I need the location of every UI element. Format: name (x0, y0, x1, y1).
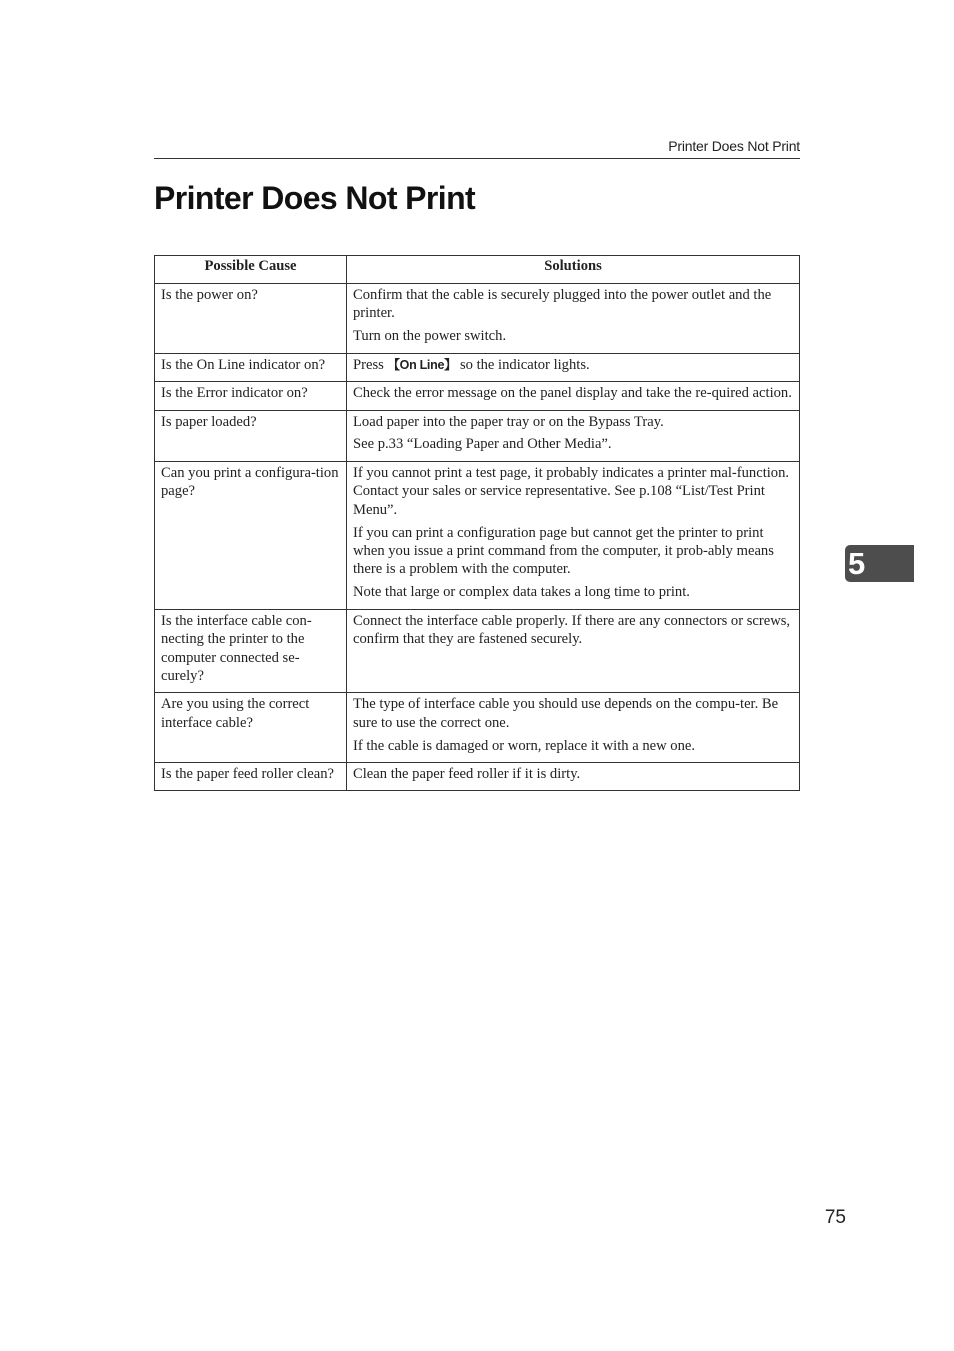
solution-text: If the cable is damaged or worn, replace it with a new one. (353, 737, 696, 754)
solution-cell (347, 609, 800, 693)
page-number: 75 (824, 1207, 846, 1228)
solution-cell (347, 763, 800, 791)
header-rule (154, 158, 800, 159)
solution-text: Connect the interface cable properly. If there are any connectors or screws, confirm that they are fastened securely. (353, 612, 791, 648)
solution-text: Clean the paper feed roller if it is dirty. (353, 766, 581, 783)
solution-text: Turn on the power switch. (353, 328, 507, 345)
table-row (155, 693, 800, 763)
solution-text: The type of interface cable you should use depends on the compu-ter. Be sure to use the correct one. (353, 696, 779, 731)
chapter-tab: 5 (845, 545, 914, 582)
cause-cell: Can you print a configura-tion page? (155, 461, 347, 609)
solution-text: Check the error message on the panel display and take the re-quired action. (353, 385, 792, 402)
solution-text: If you cannot print a test page, it probably indicates a printer mal-function. Contact your sales or service representative. See p.108 “List/Test Print Menu”. (353, 464, 790, 518)
table-row (155, 284, 800, 354)
table-row (155, 763, 800, 791)
solution-cell (347, 410, 800, 461)
cause-cell: Is the paper feed roller clean? (155, 763, 347, 791)
solution-cell (347, 382, 800, 410)
table-row (155, 353, 800, 381)
solution-text: Confirm that the cable is securely plugged into the power outlet and the printer. (353, 287, 772, 322)
column-header-solutions: Solutions (347, 256, 800, 284)
page-title: Printer Does Not Print (154, 180, 476, 216)
solution-text: Load paper into the paper tray or on the Bypass Tray. (353, 413, 664, 430)
cause-cell: Is the power on? (155, 284, 347, 354)
solution-text: Note that large or complex data takes a long time to print. (353, 584, 690, 601)
cause-cell: Is the Error indicator on? (155, 382, 347, 410)
table-row (155, 382, 800, 410)
troubleshooting-table (154, 255, 800, 791)
solution-cell (347, 353, 800, 381)
running-header: Printer Does Not Print (668, 138, 800, 154)
solution-text: See p.33 “Loading Paper and Other Media”. (353, 436, 612, 453)
table-row (155, 461, 800, 609)
cause-cell: Are you using the correct interface cable? (155, 693, 347, 763)
solution-cell (347, 693, 800, 763)
cause-cell: Is the interface cable con-necting the printer to the computer connected se-curely? (155, 609, 347, 693)
table-header-row (155, 256, 800, 284)
cause-cell: Is paper loaded? (155, 410, 347, 461)
cause-cell: Is the On Line indicator on? (155, 353, 347, 381)
solution-prefix: Press (353, 356, 388, 373)
on-line-key-label: 【On Line】 (387, 357, 457, 372)
table-row (155, 609, 800, 693)
solution-cell (347, 284, 800, 354)
solution-text: If you can print a configuration page but cannot get the printer to print when you issue a print command from the computer, it prob-ably means there is a problem with the computer. (353, 524, 774, 578)
column-header-possible-cause: Possible Cause (155, 256, 347, 284)
solution-suffix: so the indicator lights. (456, 356, 590, 373)
solution-text (353, 356, 793, 374)
table-row (155, 410, 800, 461)
solution-cell (347, 461, 800, 609)
